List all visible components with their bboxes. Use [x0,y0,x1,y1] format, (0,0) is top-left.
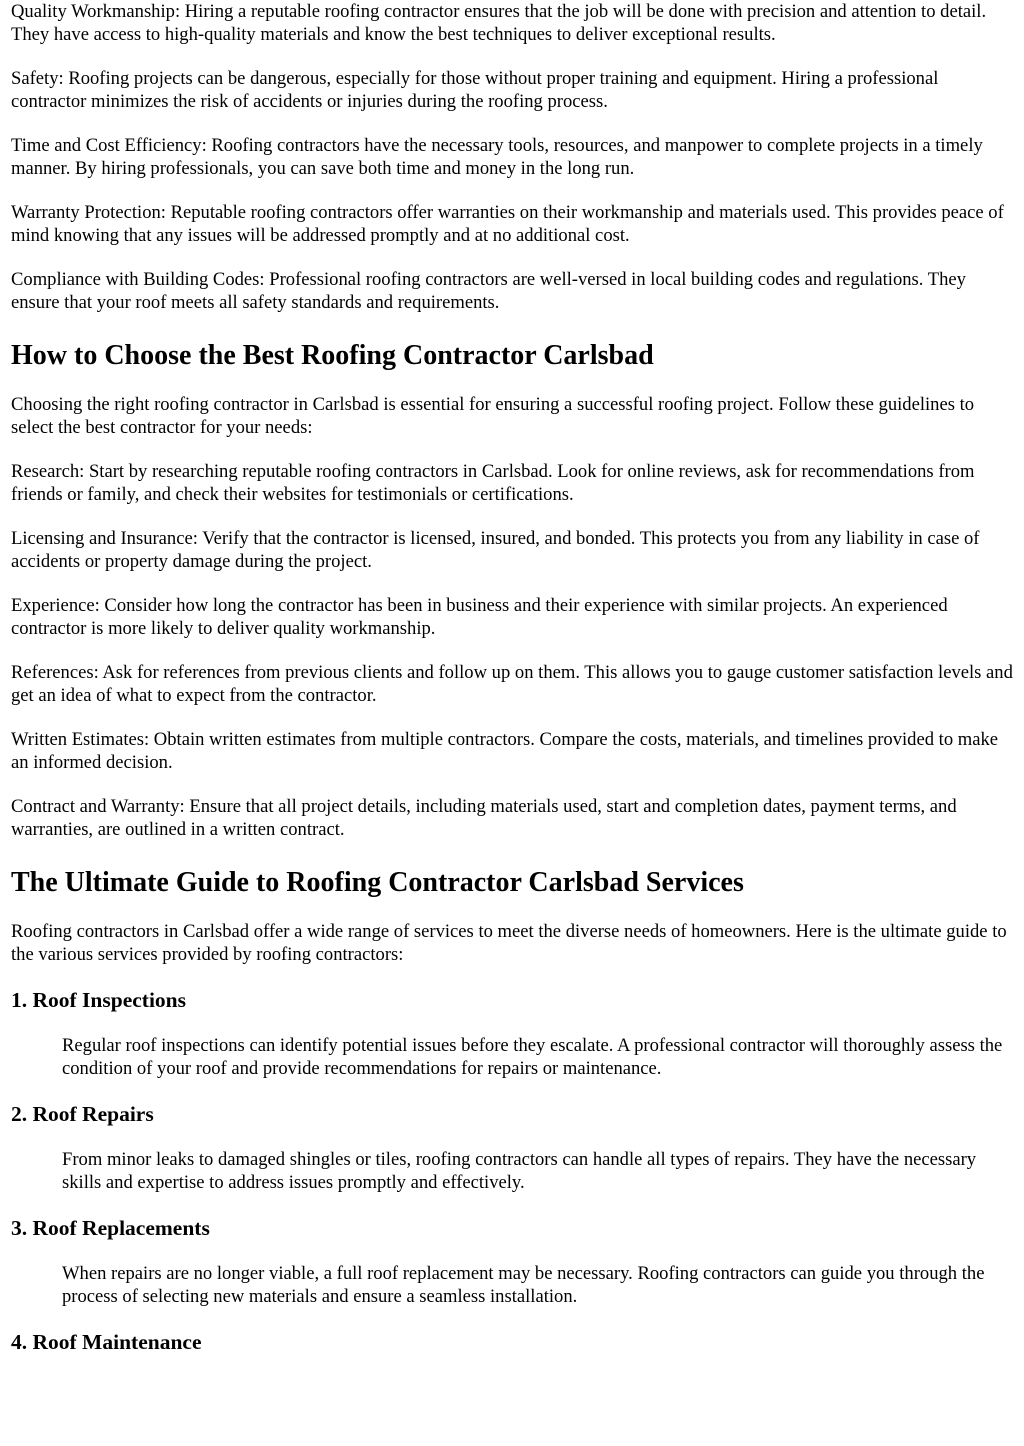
service-title-inspections: 1. Roof Inspections [11,988,187,1012]
service-title-maintenance: 4. Roof Maintenance [11,1330,202,1354]
choose-point-estimates: Written Estimates: Obtain written estimates from multiple contractors. Compare the costs, materials, and timelines provided to make an informed decision. [11,729,999,773]
intro-point-quality-workmanship: Quality Workmanship: Hiring a reputable roofing contractor ensures that the job will be done with precision and attention to detail. They have access to high-quality materials and know the best techniques to deliver exceptional results. [11,1,987,45]
guide-section-heading: The Ultimate Guide to Roofing Contractor Carlsbad Services [11,867,744,898]
intro-point-warranty: Warranty Protection: Reputable roofing contractors offer warranties on their workmanship and materials used. This provides peace of mind knowing that any issues will be addressed promptly and at no additional cost. [11,202,1004,246]
intro-point-time-cost: Time and Cost Efficiency: Roofing contractors have the necessary tools, resources, and manpower to complete projects in a timely manner. By hiring professionals, you can save both time and money in the long run. [11,135,983,179]
service-title-repairs: 2. Roof Repairs [11,1102,154,1126]
intro-point-compliance: Compliance with Building Codes: Professional roofing contractors are well-versed in local building codes and regulations. They ensure that your roof meets all safety standards and requirements. [11,269,966,313]
choose-section-intro: Choosing the right roofing contractor in Carlsbad is essential for ensuring a successful roofing project. Follow these guidelines to select the best contractor for your needs: [11,394,975,438]
document-content [11,0,1017,1376]
choose-point-references: References: Ask for references from previous clients and follow up on them. This allows you to gauge customer satisfaction levels and get an idea of what to expect from the contractor. [11,662,1013,706]
choose-section-heading: How to Choose the Best Roofing Contractor Carlsbad [11,340,654,371]
choose-point-research: Research: Start by researching reputable roofing contractors in Carlsbad. Look for online reviews, ask for recommendations from friends or family, and check their websites for testimonials or certifications. [11,461,975,505]
service-title-replacements: 3. Roof Replacements [11,1216,210,1240]
guide-section-intro: Roofing contractors in Carlsbad offer a wide range of services to meet the diverse needs of homeowners. Here is the ultimate guide to the various services provided by roofing contractors: [11,921,1007,965]
choose-point-licensing: Licensing and Insurance: Verify that the contractor is licensed, insured, and bonded. This protects you from any liability in case of accidents or property damage during the project. [11,528,980,572]
choose-point-experience: Experience: Consider how long the contractor has been in business and their experience with similar projects. An experienced contractor is more likely to deliver quality workmanship. [11,595,948,639]
service-description-repairs: From minor leaks to damaged shingles or tiles, roofing contractors can handle all types of repairs. They have the necessary skills and expertise to address issues promptly and effectively. [62,1149,977,1193]
service-description-replacements: When repairs are no longer viable, a full roof replacement may be necessary. Roofing contractors can guide you through the process of selecting new materials and ensure a seamless installation. [62,1263,985,1307]
choose-point-contract: Contract and Warranty: Ensure that all project details, including materials used, start and completion dates, payment terms, and warranties, are outlined in a written contract. [11,796,957,840]
intro-point-safety: Safety: Roofing projects can be dangerous, especially for those without proper training and equipment. Hiring a professional contractor minimizes the risk of accidents or injuries during the roofing process. [11,68,939,112]
service-description-inspections: Regular roof inspections can identify potential issues before they escalate. A professional contractor will thoroughly assess the condition of your roof and provide recommendations for repairs or maintenance. [62,1035,1003,1079]
